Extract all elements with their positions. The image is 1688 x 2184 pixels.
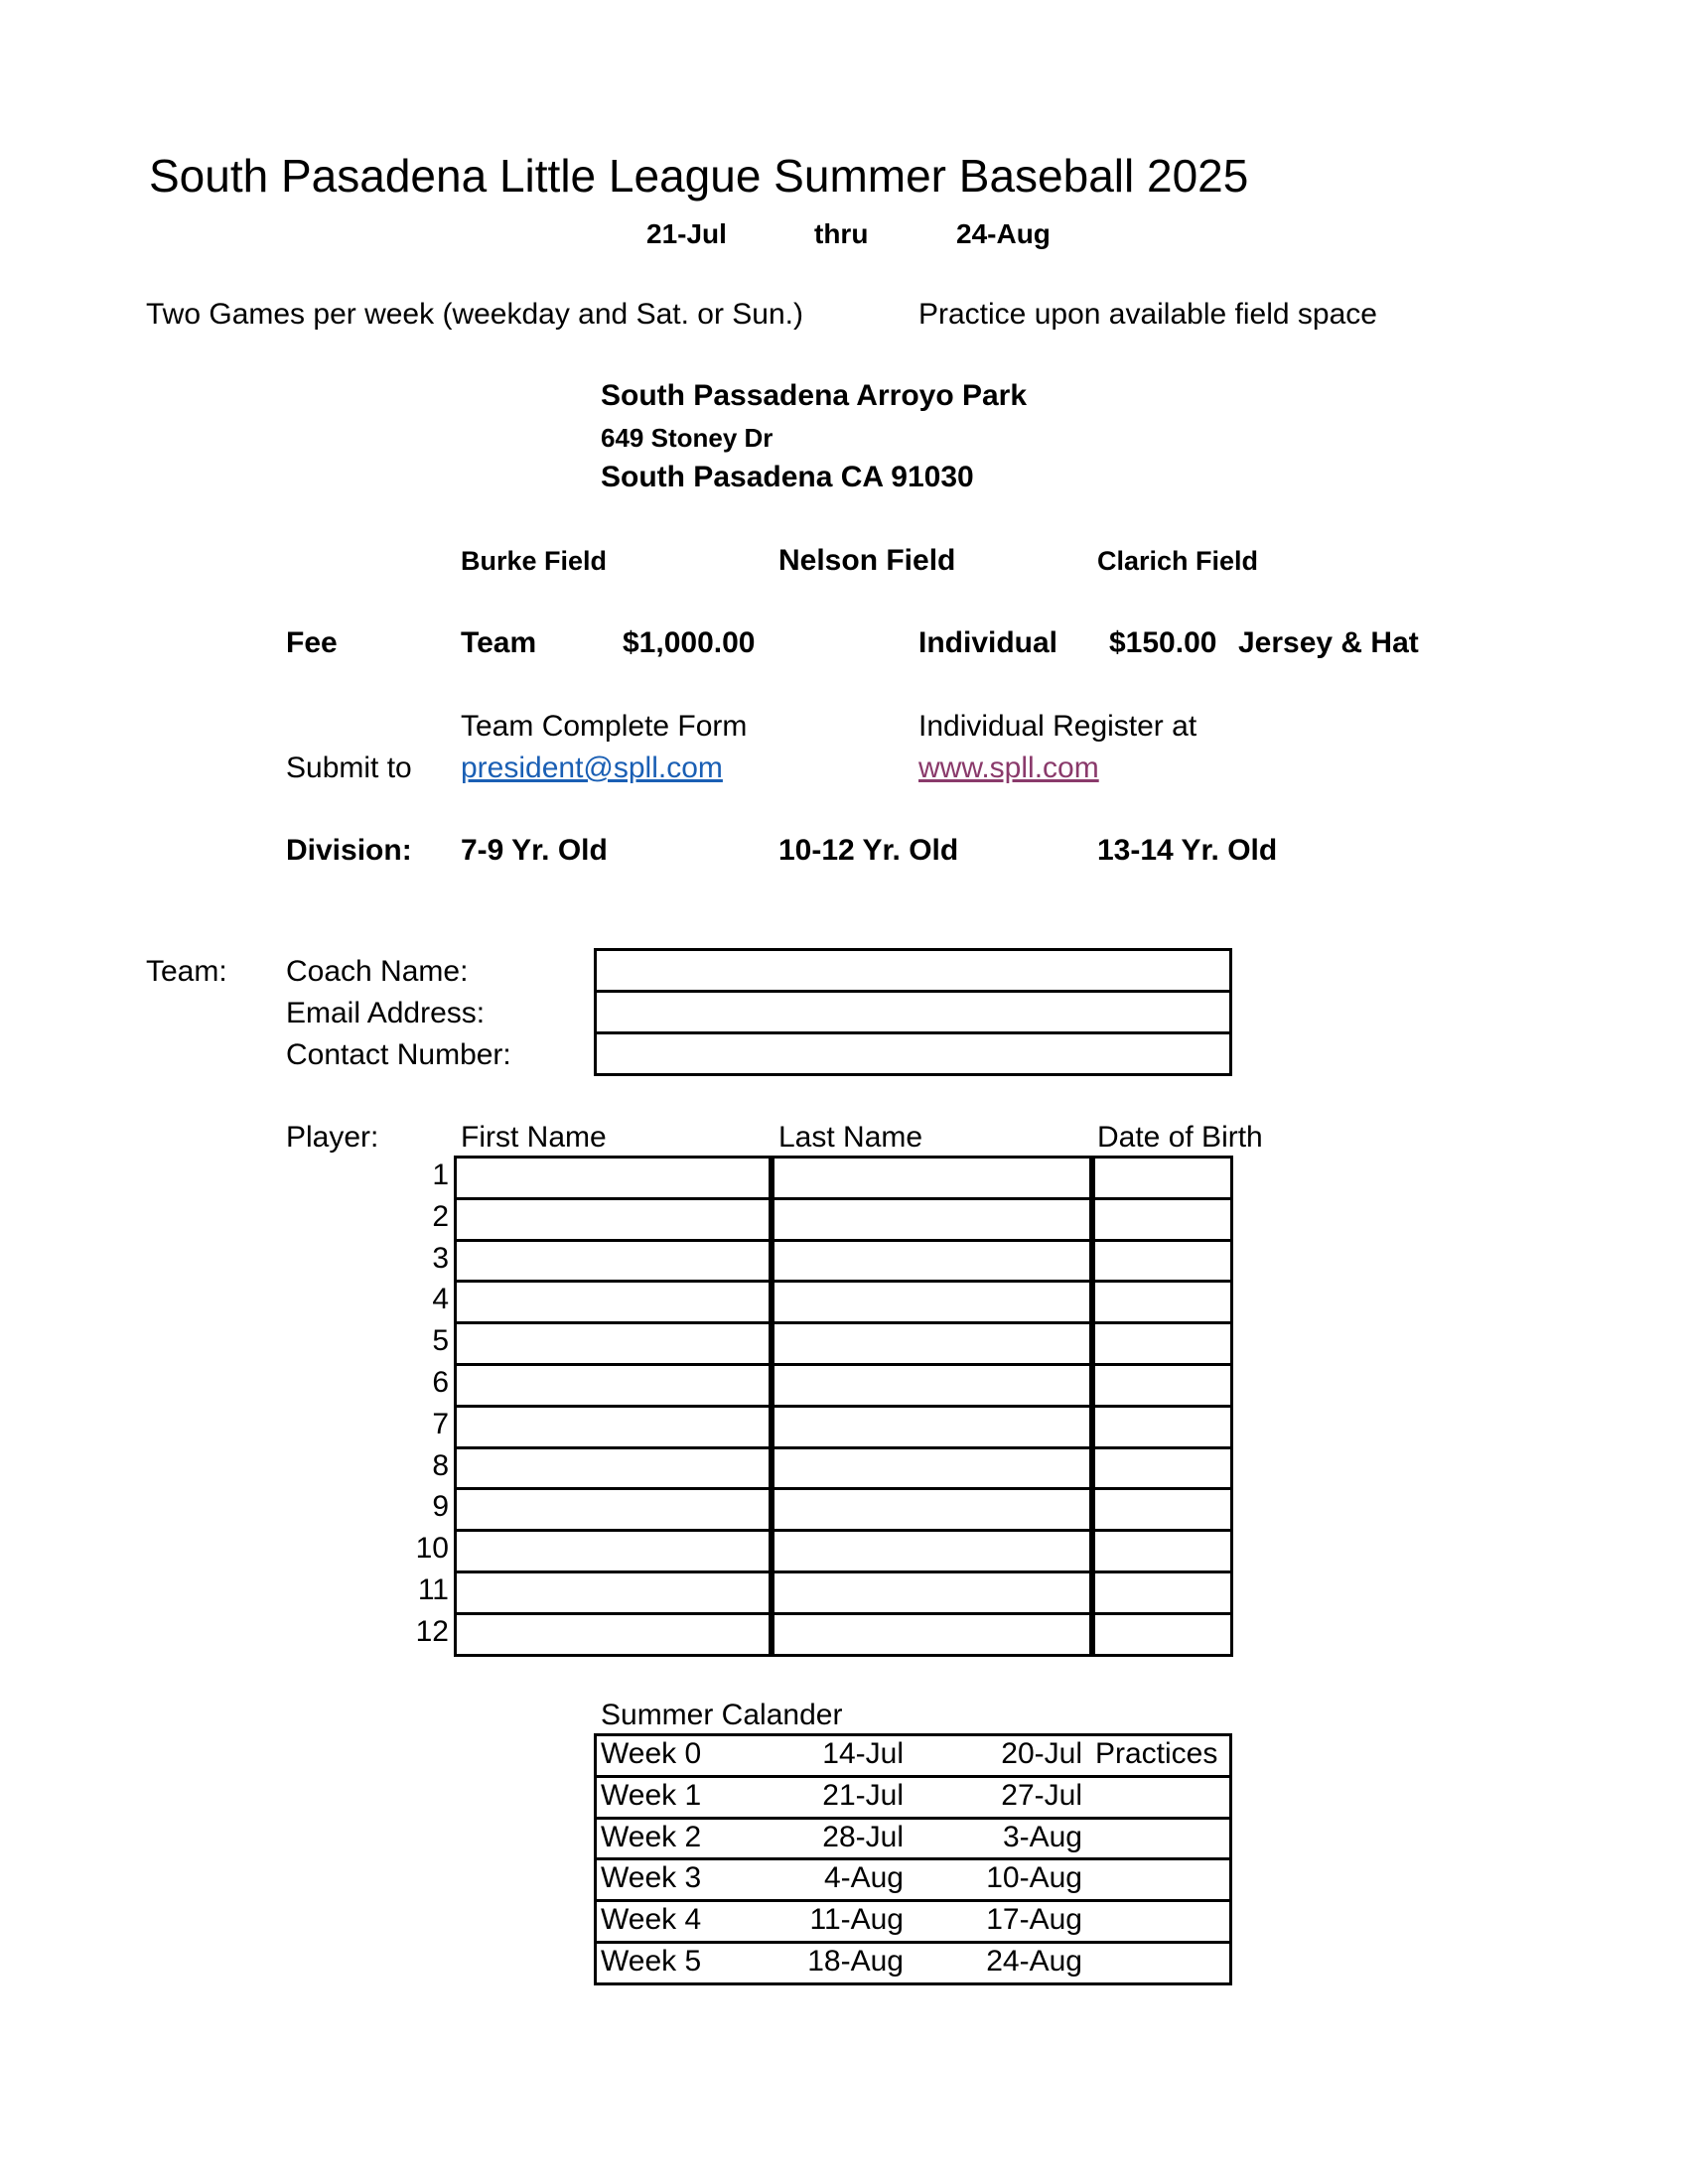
calendar-week-label: Week 2: [601, 1820, 702, 1853]
player-dob-field[interactable]: [1092, 1239, 1233, 1284]
submit-team-text: Team Complete Form: [461, 710, 748, 743]
location-street: 649 Stoney Dr: [601, 423, 774, 453]
date-end: 24-Aug: [956, 218, 1051, 249]
field-burke: Burke Field: [461, 546, 608, 576]
calendar-week-start: 14-Jul: [822, 1737, 904, 1770]
player-row-number: 4: [432, 1283, 449, 1316]
field-clarich: Clarich Field: [1097, 546, 1259, 576]
fee-team-label: Team: [461, 626, 537, 659]
player-row-number: 5: [432, 1324, 449, 1358]
player-dob-field[interactable]: [1092, 1197, 1233, 1242]
player-dob-field[interactable]: [1092, 1446, 1233, 1491]
submit-individual-text: Individual Register at: [918, 710, 1197, 743]
division-label: Division:: [286, 834, 412, 867]
player-dob-field[interactable]: [1092, 1529, 1233, 1573]
player-last-name-field[interactable]: [772, 1321, 1092, 1366]
player-last-name-field[interactable]: [772, 1239, 1092, 1284]
column-last-name: Last Name: [778, 1121, 923, 1154]
player-row-number: 9: [432, 1490, 449, 1524]
location-name: South Passadena Arroyo Park: [601, 379, 1028, 412]
fee-individual-label: Individual: [918, 626, 1058, 659]
player-dob-field[interactable]: [1092, 1570, 1233, 1615]
player-dob-field[interactable]: [1092, 1612, 1233, 1657]
player-last-name-field[interactable]: [772, 1363, 1092, 1408]
calendar-week-note: Practices: [1095, 1737, 1218, 1770]
player-last-name-field[interactable]: [772, 1197, 1092, 1242]
calendar-week-start: 28-Jul: [822, 1820, 904, 1853]
player-last-name-field[interactable]: [772, 1156, 1092, 1200]
player-last-name-field[interactable]: [772, 1446, 1092, 1491]
games-note: Two Games per week (weekday and Sat. or Sun.): [146, 298, 803, 331]
calendar-week-start: 21-Jul: [822, 1778, 904, 1812]
player-row-number: 3: [432, 1241, 449, 1275]
calendar-week-label: Week 4: [601, 1903, 702, 1937]
submit-individual-website-link[interactable]: www.spll.com: [918, 751, 1099, 784]
division-10-12: 10-12 Yr. Old: [778, 834, 959, 867]
calendar-week-label: Week 5: [601, 1945, 702, 1978]
player-last-name-field[interactable]: [772, 1280, 1092, 1324]
fee-label: Fee: [286, 626, 338, 659]
player-dob-field[interactable]: [1092, 1321, 1233, 1366]
fee-individual-extra: Jersey & Hat: [1238, 626, 1419, 659]
division-13-14: 13-14 Yr. Old: [1097, 834, 1278, 867]
submit-team-email-link[interactable]: president@spll.com: [461, 751, 723, 784]
calendar-week-start: 11-Aug: [809, 1903, 904, 1937]
player-last-name-field[interactable]: [772, 1529, 1092, 1573]
calendar-week-end: 20-Jul: [1001, 1737, 1082, 1770]
player-first-name-field[interactable]: [454, 1570, 772, 1615]
division-7-9: 7-9 Yr. Old: [461, 834, 608, 867]
player-dob-field[interactable]: [1092, 1156, 1233, 1200]
player-first-name-field[interactable]: [454, 1239, 772, 1284]
page-title: South Pasadena Little League Summer Baseball 2025: [149, 150, 1249, 202]
player-label: Player:: [286, 1121, 379, 1154]
calendar-week-start: 4-Aug: [823, 1861, 904, 1895]
player-row-number: 8: [432, 1448, 449, 1482]
player-last-name-field[interactable]: [772, 1570, 1092, 1615]
location-city: South Pasadena CA 91030: [601, 461, 974, 493]
player-first-name-field[interactable]: [454, 1363, 772, 1408]
field-nelson: Nelson Field: [778, 544, 956, 577]
contact-number-label: Contact Number:: [286, 1038, 511, 1071]
player-first-name-field[interactable]: [454, 1405, 772, 1449]
calendar-week-label: Week 0: [601, 1737, 702, 1770]
calendar-week-end: 27-Jul: [1001, 1778, 1082, 1812]
player-dob-field[interactable]: [1092, 1487, 1233, 1532]
calendar-week-label: Week 3: [601, 1861, 702, 1895]
player-first-name-field[interactable]: [454, 1321, 772, 1366]
player-last-name-field[interactable]: [772, 1487, 1092, 1532]
calendar-week-label: Week 1: [601, 1778, 702, 1812]
player-row-number: 1: [432, 1159, 449, 1191]
player-first-name-field[interactable]: [454, 1612, 772, 1657]
coach-name-label: Coach Name:: [286, 955, 469, 988]
player-dob-field[interactable]: [1092, 1280, 1233, 1324]
calendar-week-end: 10-Aug: [986, 1861, 1082, 1895]
calendar-week-end: 3-Aug: [1002, 1820, 1082, 1853]
calendar-week-end: 17-Aug: [986, 1903, 1082, 1937]
player-last-name-field[interactable]: [772, 1405, 1092, 1449]
player-first-name-field[interactable]: [454, 1446, 772, 1491]
player-row-number: 10: [415, 1532, 449, 1566]
player-row-number: 6: [432, 1366, 449, 1399]
column-first-name: First Name: [461, 1121, 607, 1154]
contact-number-field[interactable]: [594, 1031, 1232, 1076]
player-first-name-field[interactable]: [454, 1197, 772, 1242]
calendar-week-end: 24-Aug: [986, 1945, 1082, 1978]
player-first-name-field[interactable]: [454, 1529, 772, 1573]
player-row-number: 7: [432, 1407, 449, 1440]
player-first-name-field[interactable]: [454, 1487, 772, 1532]
fee-individual-amount: $150.00: [1109, 626, 1217, 659]
column-date-of-birth: Date of Birth: [1097, 1121, 1263, 1154]
fee-team-amount: $1,000.00: [623, 626, 756, 659]
email-address-label: Email Address:: [286, 997, 486, 1029]
player-last-name-field[interactable]: [772, 1612, 1092, 1657]
calendar-title: Summer Calander: [601, 1699, 843, 1731]
player-first-name-field[interactable]: [454, 1280, 772, 1324]
coach-name-field[interactable]: [594, 948, 1232, 993]
player-dob-field[interactable]: [1092, 1363, 1233, 1408]
practice-note: Practice upon available field space: [918, 298, 1377, 331]
player-row-number: 11: [417, 1573, 449, 1606]
player-row-number: 2: [432, 1199, 449, 1233]
player-dob-field[interactable]: [1092, 1405, 1233, 1449]
submit-label: Submit to: [286, 751, 412, 784]
email-address-field[interactable]: [594, 990, 1232, 1034]
calendar-week-start: 18-Aug: [807, 1945, 904, 1978]
date-start: 21-Jul: [646, 218, 727, 249]
date-thru: thru: [814, 218, 869, 249]
player-row-number: 12: [415, 1614, 449, 1648]
player-first-name-field[interactable]: [454, 1156, 772, 1200]
team-label: Team:: [146, 955, 227, 988]
